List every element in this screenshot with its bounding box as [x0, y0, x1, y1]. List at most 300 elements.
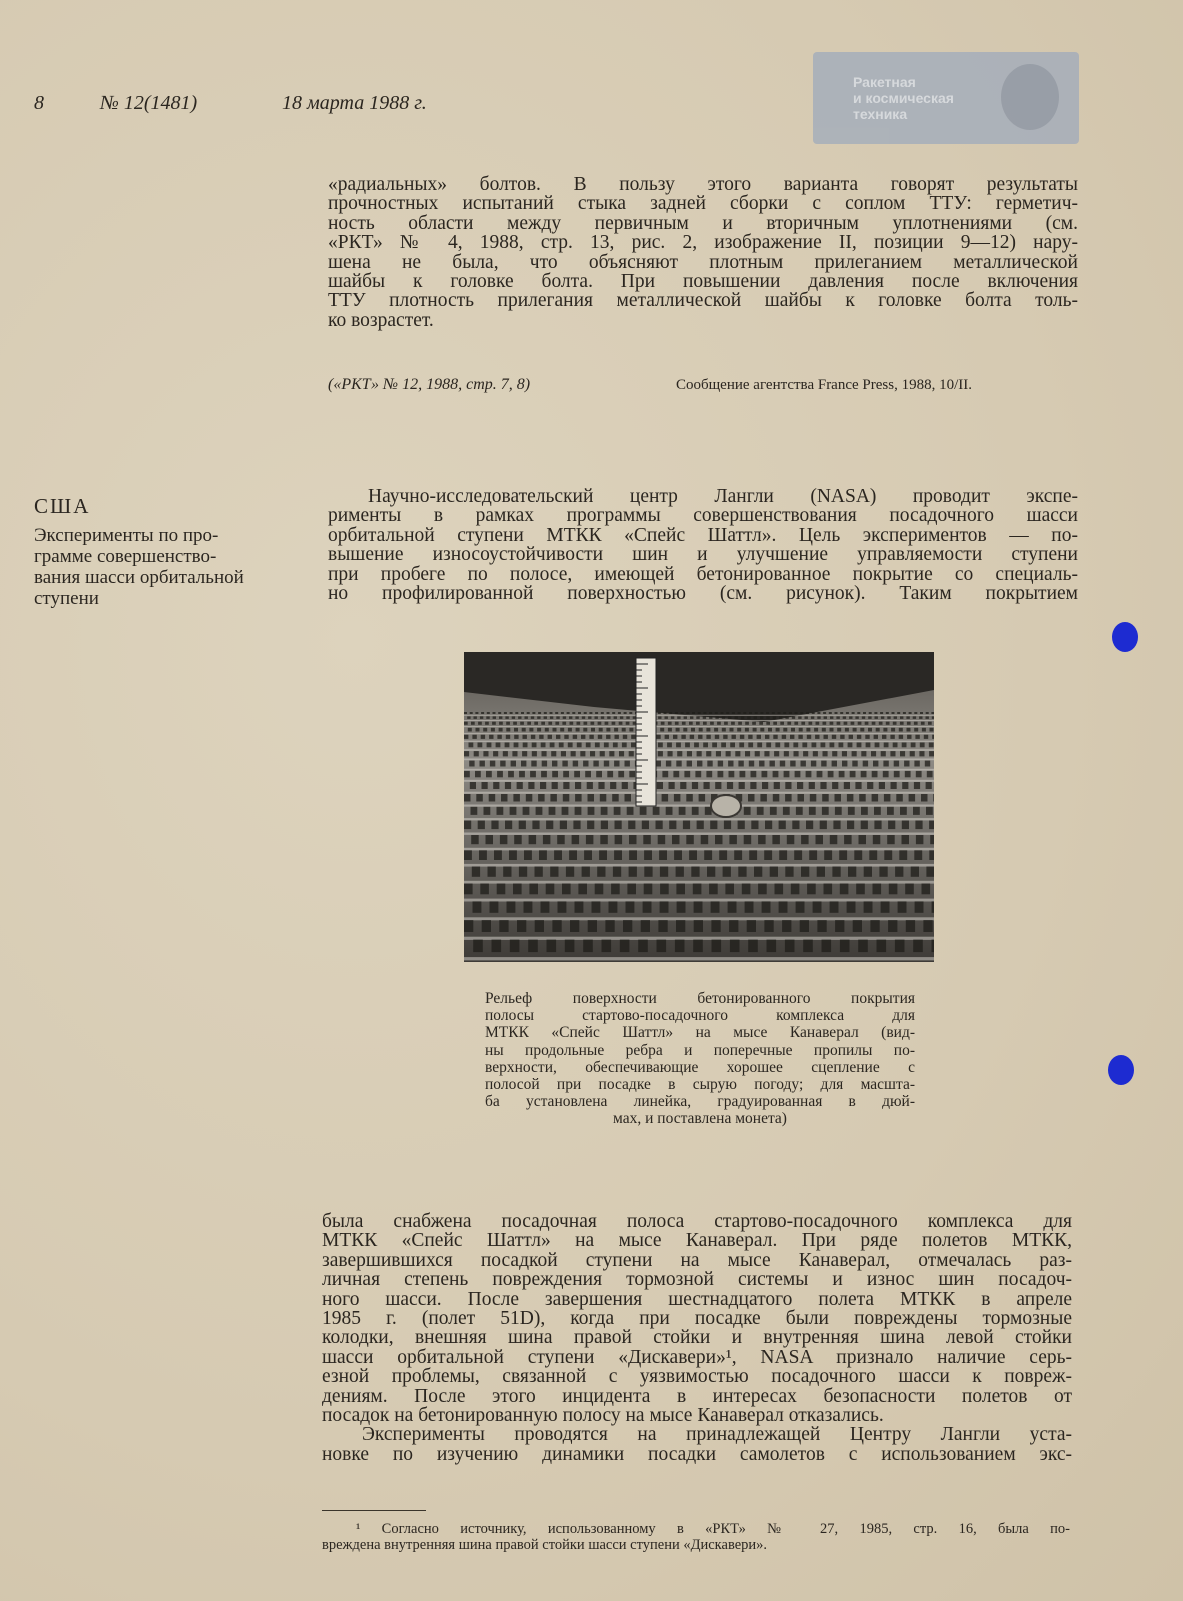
groove-mark	[493, 751, 498, 756]
groove-mark	[707, 867, 715, 877]
groove-mark	[822, 728, 826, 732]
groove-mark	[615, 821, 622, 830]
groove-mark	[863, 761, 868, 767]
groove-mark	[900, 807, 907, 815]
groove-mark	[612, 722, 616, 725]
groove-mark	[624, 712, 627, 714]
groove-mark	[902, 821, 909, 830]
groove-mark	[610, 782, 616, 789]
groove-mark	[683, 821, 690, 830]
groove-mark	[675, 712, 678, 714]
groove-mark	[920, 712, 923, 714]
groove-mark	[694, 743, 699, 748]
groove-mark	[614, 850, 622, 860]
groove-mark	[564, 735, 568, 739]
text-line: при пробеге по полосе, имеющей бетонированное покрытие со специаль-	[328, 563, 1078, 585]
groove-mark	[658, 835, 666, 844]
groove-mark	[855, 716, 858, 719]
groove-mark	[830, 728, 834, 732]
groove-mark	[742, 884, 751, 895]
groove-mark	[743, 712, 746, 714]
groove-mark	[629, 751, 634, 756]
groove-mark	[800, 920, 809, 932]
groove-mark	[843, 716, 846, 719]
groove-mark	[514, 728, 518, 732]
groove-mark	[513, 722, 517, 725]
runway-surface-photo	[464, 652, 934, 962]
groove-mark	[590, 751, 595, 756]
groove-mark	[856, 884, 865, 895]
groove-mark	[703, 743, 708, 748]
running-header	[34, 92, 427, 115]
groove-mark	[692, 712, 695, 714]
groove-mark	[929, 743, 934, 748]
groove-mark	[833, 821, 840, 830]
groove-mark	[584, 722, 588, 725]
groove-mark	[514, 735, 518, 739]
groove-mark	[529, 835, 537, 844]
groove-mark	[730, 743, 735, 748]
groove-mark	[929, 751, 934, 756]
groove-mark	[493, 712, 496, 714]
groove-mark	[674, 850, 682, 860]
groove-mark	[795, 712, 798, 714]
section-title-line: грамме совершенство-	[34, 546, 217, 567]
groove-mark	[794, 722, 798, 725]
rib-line	[464, 792, 934, 794]
groove-mark	[535, 920, 544, 932]
groove-mark	[676, 761, 681, 767]
groove-mark	[731, 722, 735, 725]
groove-mark	[773, 716, 776, 719]
groove-mark	[896, 794, 903, 802]
groove-mark	[872, 794, 879, 802]
groove-mark	[817, 712, 820, 714]
rib-line	[464, 749, 934, 751]
groove-mark	[558, 901, 567, 912]
groove-mark	[926, 716, 929, 719]
groove-mark	[892, 712, 895, 714]
groove-mark	[773, 794, 780, 802]
groove-mark	[664, 712, 667, 714]
groove-mark	[601, 807, 608, 815]
groove-mark	[801, 835, 809, 844]
groove-mark	[899, 735, 903, 739]
groove-mark	[524, 850, 532, 860]
groove-mark	[693, 940, 703, 953]
groove-mark	[784, 771, 790, 777]
groove-mark	[873, 835, 881, 844]
groove-mark	[536, 807, 543, 815]
groove-mark	[631, 735, 635, 739]
groove-mark	[696, 722, 700, 725]
groove-mark	[766, 743, 771, 748]
groove-mark	[737, 728, 741, 732]
groove-mark	[464, 884, 473, 895]
groove-mark	[881, 751, 886, 756]
groove-mark	[675, 722, 679, 725]
groove-mark	[626, 901, 635, 912]
groove-mark	[520, 722, 524, 725]
groove-mark	[695, 771, 701, 777]
groove-mark	[822, 794, 829, 802]
groove-mark	[930, 835, 934, 844]
groove-mark	[830, 722, 834, 725]
groove-mark	[745, 728, 749, 732]
groove-mark	[604, 761, 609, 767]
groove-mark	[575, 716, 578, 719]
groove-mark	[907, 722, 911, 725]
groove-mark	[537, 716, 540, 719]
groove-mark	[921, 722, 925, 725]
groove-mark	[563, 771, 569, 777]
groove-mark	[775, 743, 780, 748]
groove-mark	[897, 712, 900, 714]
groove-mark	[588, 716, 591, 719]
groove-mark	[839, 743, 844, 748]
groove-mark	[909, 794, 916, 802]
groove-mark	[512, 716, 515, 719]
groove-mark	[503, 751, 508, 756]
groove-mark	[837, 728, 841, 732]
groove-mark	[929, 850, 934, 860]
groove-mark	[618, 712, 621, 714]
groove-mark	[748, 743, 753, 748]
groove-mark	[706, 735, 710, 739]
groove-mark	[849, 735, 853, 739]
groove-mark	[660, 884, 669, 895]
groove-mark	[653, 807, 660, 815]
groove-mark	[710, 722, 714, 725]
groove-mark	[905, 771, 911, 777]
groove-mark	[515, 712, 518, 714]
groove-mark	[644, 884, 653, 895]
groove-mark	[869, 850, 877, 860]
groove-mark	[930, 728, 934, 732]
groove-mark	[673, 735, 677, 739]
rib-line	[464, 917, 934, 920]
groove-mark	[613, 743, 618, 748]
groove-mark	[792, 716, 795, 719]
groove-mark	[486, 835, 494, 844]
groove-mark	[524, 901, 533, 912]
groove-mark	[505, 782, 511, 789]
groove-mark	[522, 728, 526, 732]
groove-mark	[837, 722, 841, 725]
text-line: завершившихся посадкой ступени на мысе Канаверал, отмечалась раз-	[322, 1249, 1072, 1271]
groove-mark	[802, 743, 807, 748]
text-line: МТКК «Спейс Шаттл» на мысе Канаверал. При ряде полетов МТКК,	[322, 1230, 1072, 1252]
groove-mark	[561, 712, 564, 714]
groove-mark	[625, 761, 630, 767]
groove-mark	[914, 850, 922, 860]
groove-mark	[691, 867, 699, 877]
groove-mark	[872, 771, 878, 777]
groove-mark	[583, 728, 587, 732]
groove-mark	[832, 751, 837, 756]
groove-mark	[848, 743, 853, 748]
groove-mark	[690, 735, 694, 739]
groove-mark	[572, 835, 580, 844]
groove-mark	[582, 867, 590, 877]
groove-mark	[677, 716, 680, 719]
groove-mark	[519, 867, 527, 877]
groove-mark	[490, 761, 495, 767]
groove-mark	[890, 751, 895, 756]
groove-mark	[626, 722, 630, 725]
groove-mark	[506, 722, 510, 725]
groove-mark	[770, 807, 777, 815]
text-line: ного шасси. После завершения шестнадцатого полета МТКК в апреле	[322, 1288, 1072, 1310]
groove-mark	[846, 712, 849, 714]
groove-mark	[839, 771, 845, 777]
groove-mark	[491, 728, 495, 732]
groove-mark	[514, 835, 522, 844]
groove-mark	[538, 712, 541, 714]
groove-mark	[556, 716, 559, 719]
groove-mark	[589, 712, 592, 714]
groove-mark	[877, 940, 887, 953]
groove-mark	[620, 716, 623, 719]
groove-mark	[480, 716, 483, 719]
groove-mark	[780, 761, 785, 767]
groove-mark	[698, 735, 702, 739]
groove-mark	[745, 751, 750, 756]
groove-mark	[552, 771, 558, 777]
groove-mark	[779, 821, 786, 830]
groove-mark	[881, 716, 884, 719]
groove-mark	[640, 807, 647, 815]
groove-mark	[738, 867, 746, 877]
text-line: личная степень повреждения тормозной системы и износ шин посадоч-	[322, 1269, 1072, 1291]
groove-mark	[835, 920, 844, 932]
groove-mark	[471, 835, 479, 844]
groove-mark	[473, 940, 483, 953]
groove-mark	[859, 835, 867, 844]
groove-mark	[900, 722, 904, 725]
groove-mark	[869, 712, 872, 714]
groove-mark	[775, 884, 784, 895]
groove-mark	[493, 782, 499, 789]
groove-mark	[836, 716, 839, 719]
groove-mark	[464, 722, 468, 725]
groove-mark	[914, 782, 920, 789]
groove-mark	[571, 751, 576, 756]
groove-mark	[844, 835, 852, 844]
groove-mark	[796, 807, 803, 815]
groove-mark	[673, 771, 679, 777]
groove-mark	[886, 722, 890, 725]
groove-mark	[563, 794, 570, 802]
groove-mark	[774, 782, 780, 789]
groove-mark	[751, 821, 758, 830]
groove-mark	[858, 722, 862, 725]
groove-mark	[683, 728, 687, 732]
groove-mark	[629, 712, 632, 714]
groove-mark	[665, 735, 669, 739]
groove-mark	[692, 782, 698, 789]
groove-mark	[785, 782, 791, 789]
groove-mark	[622, 782, 628, 789]
groove-mark	[565, 940, 575, 953]
groove-mark	[706, 751, 711, 756]
groove-mark	[762, 901, 771, 912]
groove-mark	[784, 751, 789, 756]
groove-mark	[903, 712, 906, 714]
groove-mark	[606, 735, 610, 739]
groove-mark	[668, 728, 672, 732]
groove-mark	[599, 850, 607, 860]
groove-mark	[604, 743, 609, 748]
groove-mark	[690, 716, 693, 719]
groove-mark	[546, 884, 555, 895]
text-line: дениям. После этого инцидента в интересах безопасности полетов от	[322, 1385, 1072, 1407]
groove-mark	[726, 751, 731, 756]
groove-mark	[582, 716, 585, 719]
groove-mark	[745, 901, 754, 912]
groove-mark	[563, 716, 566, 719]
groove-mark	[672, 835, 680, 844]
groove-mark	[847, 794, 854, 802]
groove-mark	[619, 751, 624, 756]
groove-mark	[508, 771, 514, 777]
groove-mark	[922, 728, 926, 732]
groove-mark	[545, 728, 549, 732]
groove-mark	[816, 722, 820, 725]
groove-mark	[694, 920, 703, 932]
groove-mark	[832, 782, 838, 789]
groove-mark	[471, 807, 478, 815]
section-title-line: ступени	[34, 588, 99, 609]
groove-mark	[714, 728, 718, 732]
groove-mark	[563, 782, 569, 789]
groove-mark	[478, 821, 485, 830]
groove-mark	[905, 884, 914, 895]
groove-mark	[574, 771, 580, 777]
groove-mark	[607, 771, 613, 777]
groove-mark	[861, 771, 867, 777]
groove-mark	[806, 712, 809, 714]
groove-mark	[591, 722, 595, 725]
groove-mark	[765, 735, 769, 739]
groove-mark	[560, 728, 564, 732]
groove-mark	[552, 782, 558, 789]
groove-mark	[627, 807, 634, 815]
groove-mark	[555, 712, 558, 714]
groove-mark	[541, 743, 546, 748]
groove-mark	[483, 751, 488, 756]
groove-mark	[548, 735, 552, 739]
groove-mark	[513, 794, 520, 802]
text-line: колодки, внешняя шина правой стойки и внутренняя шина левой стойки	[322, 1327, 1072, 1349]
groove-mark	[823, 722, 827, 725]
groove-mark	[709, 884, 718, 895]
groove-mark	[469, 743, 474, 748]
groove-mark	[751, 771, 757, 777]
groove-mark	[532, 712, 535, 714]
groove-mark	[491, 821, 498, 830]
groove-mark	[543, 835, 551, 844]
groove-mark	[729, 771, 735, 777]
groove-mark	[497, 771, 503, 777]
rib-line	[464, 720, 934, 721]
rib-line	[464, 733, 934, 734]
groove-mark	[493, 716, 496, 719]
groove-mark	[879, 782, 885, 789]
footnote-line: ¹ Согласно источнику, использованному в «РКТ» № 27, 1985, стр. 16, была по-	[356, 1521, 1070, 1537]
groove-mark	[679, 807, 686, 815]
groove-mark	[874, 735, 878, 739]
groove-mark	[754, 867, 762, 877]
groove-mark	[578, 712, 581, 714]
section-country: США	[34, 494, 91, 518]
groove-mark	[703, 712, 706, 714]
groove-mark	[498, 712, 501, 714]
groove-mark	[801, 722, 805, 725]
groove-mark	[824, 850, 832, 860]
groove-mark	[755, 751, 760, 756]
groove-mark	[809, 722, 813, 725]
groove-mark	[588, 794, 595, 802]
groove-mark	[587, 782, 593, 789]
groove-mark	[926, 867, 934, 877]
groove-mark	[926, 782, 932, 789]
groove-mark	[776, 728, 780, 732]
groove-mark	[744, 835, 752, 844]
groove-mark	[876, 728, 880, 732]
groove-mark	[855, 782, 861, 789]
groove-mark	[884, 850, 892, 860]
groove-mark	[699, 794, 706, 802]
groove-mark	[915, 735, 919, 739]
groove-mark	[798, 716, 801, 719]
caption-line: МТКК «Спейс Шаттл» на мысе Канаверал (вид-	[485, 1024, 915, 1042]
groove-mark	[546, 821, 553, 830]
groove-mark	[813, 901, 822, 912]
groove-mark	[588, 807, 595, 815]
groove-mark	[615, 835, 623, 844]
figure-caption	[485, 990, 915, 1128]
groove-mark	[789, 712, 792, 714]
groove-mark	[682, 722, 686, 725]
groove-mark	[597, 867, 605, 877]
groove-mark	[607, 712, 610, 714]
groove-mark	[884, 743, 889, 748]
groove-mark	[929, 821, 934, 830]
groove-mark	[740, 771, 746, 777]
groove-mark	[499, 728, 503, 732]
groove-mark	[932, 735, 934, 739]
groove-mark	[748, 940, 758, 953]
groove-mark	[864, 901, 873, 912]
groove-mark	[539, 735, 543, 739]
groove-mark	[835, 794, 842, 802]
groove-mark	[718, 771, 724, 777]
groove-mark	[528, 940, 538, 953]
groove-mark	[468, 728, 472, 732]
groove-mark	[874, 807, 881, 815]
groove-mark	[534, 722, 538, 725]
groove-mark	[758, 884, 767, 895]
groove-mark	[741, 716, 744, 719]
groove-mark	[915, 901, 924, 912]
groove-mark	[586, 835, 594, 844]
groove-mark	[785, 940, 795, 953]
groove-mark	[660, 901, 669, 912]
groove-mark	[853, 728, 857, 732]
groove-mark	[754, 716, 757, 719]
text-line: «РКТ» № 4, 1988, стр. 13, рис. 2, изображение II, позиции 9—12) нару-	[328, 232, 1078, 254]
